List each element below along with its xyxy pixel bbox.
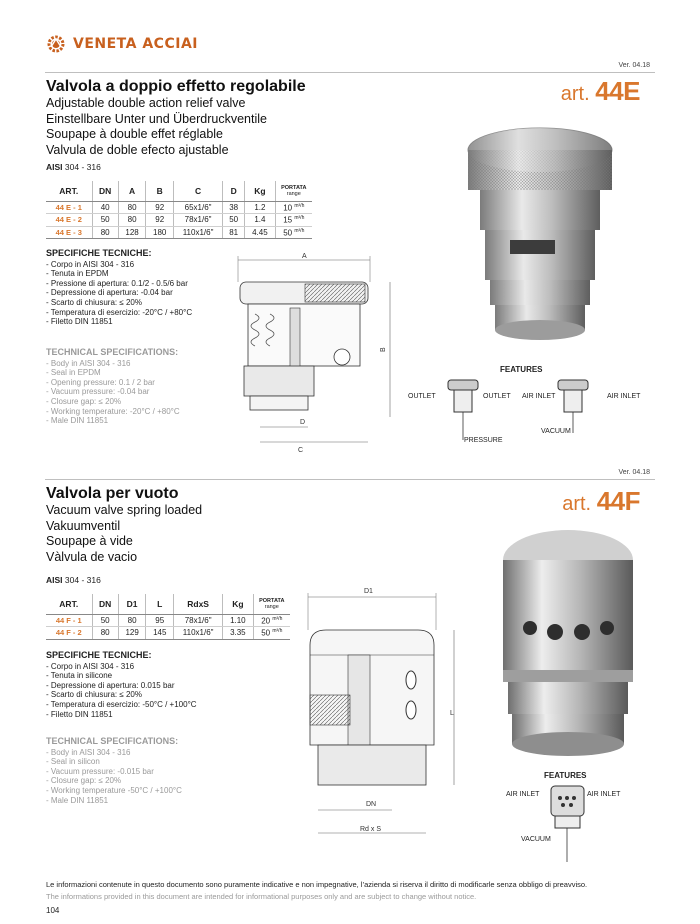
dim-label-a: A bbox=[302, 253, 307, 260]
spec-line: - Closure gap: ≤ 20% bbox=[46, 776, 122, 786]
col-header: C bbox=[174, 181, 223, 201]
product-photo-44f bbox=[500, 520, 640, 765]
feature-label: AIR INLET bbox=[607, 393, 641, 400]
article-number: 44E bbox=[595, 76, 640, 106]
subtitle-es: Valvula de doble efecto ajustable bbox=[46, 142, 229, 157]
product-subtitles bbox=[46, 96, 267, 158]
col-header: B bbox=[146, 181, 174, 201]
page-number: 104 bbox=[46, 906, 60, 915]
version-label: Ver. 04.18 bbox=[618, 62, 650, 69]
dim-label-b: B bbox=[380, 347, 387, 352]
table-row: 44 F - 1 50 80 95 78x1/6" 1.10 20 $^{m^3/h}$ bbox=[46, 614, 290, 627]
spec-line: - Closure gap: ≤ 20% bbox=[46, 396, 122, 406]
spec-line: - Scarto di chiusura: ≤ 20% bbox=[46, 690, 142, 700]
article-prefix: art. bbox=[560, 83, 590, 105]
spec-line: - Seal in silicon bbox=[46, 757, 100, 767]
material-label bbox=[46, 162, 101, 172]
aisi-value: 304 - 316 bbox=[64, 575, 101, 585]
spec-line: - Seal in EPDM bbox=[46, 368, 101, 378]
spec-line: - Body in AISI 304 - 316 bbox=[46, 358, 131, 368]
specs-italian bbox=[46, 651, 246, 719]
feature-label: PRESSURE bbox=[464, 437, 503, 444]
technical-drawing-44e bbox=[230, 252, 410, 457]
specs-heading: SPECIFICHE TECNICHE: bbox=[46, 248, 152, 258]
subtitle-en: Vacuum valve spring loaded bbox=[46, 503, 203, 517]
spec-line: - Pressione di apertura: 0.1/2 - 0.5/6 bar bbox=[46, 278, 188, 288]
section-divider bbox=[45, 72, 655, 73]
table-header-row bbox=[46, 594, 290, 614]
spec-line: - Tenuta in EPDM bbox=[46, 269, 109, 279]
subtitle-de: Vakuumventil bbox=[46, 518, 121, 533]
material-label bbox=[46, 575, 101, 585]
specs-english bbox=[46, 348, 236, 426]
features-diagram-44f bbox=[545, 784, 590, 864]
spec-line: - Working temperature: -20°C / +80°C bbox=[46, 406, 180, 416]
spec-line: - Depressione di apertura: 0.015 bar bbox=[46, 680, 175, 690]
col-header: D1 bbox=[118, 594, 146, 614]
spec-line: - Depressione di apertura: -0.04 bar bbox=[46, 288, 173, 298]
spec-line: - Vacuum pressure: -0.015 bar bbox=[46, 766, 154, 776]
dim-label-d1: D1 bbox=[364, 588, 373, 595]
spec-table bbox=[46, 181, 312, 239]
spec-table bbox=[46, 594, 290, 640]
article-prefix: art. bbox=[562, 493, 592, 515]
dim-label-rds: Rd x S bbox=[360, 826, 382, 833]
col-header: Kg bbox=[223, 594, 253, 614]
features-diagram-44e bbox=[438, 378, 598, 448]
feature-label: AIR INLET bbox=[522, 393, 556, 400]
section-divider bbox=[45, 479, 655, 480]
col-header: RdxS bbox=[174, 594, 223, 614]
col-header: ART. bbox=[46, 181, 92, 201]
feature-label: VACUUM bbox=[521, 836, 551, 843]
product-subtitles bbox=[46, 503, 202, 565]
subtitle-fr: Soupape à double effet réglable bbox=[46, 127, 224, 142]
table-row: 44 E - 3 80 128 180 110x1/6" 81 4.45 50 $^{m^3/h}$ bbox=[46, 226, 312, 239]
feature-label: OUTLET bbox=[483, 393, 511, 400]
brand-name: VENETA ACCIAI bbox=[73, 36, 198, 52]
dim-label-l: L bbox=[450, 710, 454, 717]
product-photo-44e bbox=[455, 120, 625, 345]
version-label: Ver. 04.18 bbox=[618, 469, 650, 476]
table-header-row bbox=[46, 181, 312, 201]
spec-line: - Temperatura di esercizio: -50°C / +100°C bbox=[46, 699, 197, 709]
article-code bbox=[562, 486, 640, 517]
spec-line: - Opening pressure: 0.1 / 2 bar bbox=[46, 377, 155, 387]
product-title: Valvola a doppio effetto regolabile bbox=[46, 78, 306, 95]
disclaimer-english: The informations provided in this document are intended for informational purposes only and are subject to change without notice. bbox=[46, 892, 477, 901]
features-title: FEATURES bbox=[544, 771, 587, 780]
table-row: 44 F - 2 80 129 145 110x1/6" 3.35 50 $^{m^3/h}$ bbox=[46, 627, 290, 640]
spec-line: - Corpo in AISI 304 - 316 bbox=[46, 259, 135, 269]
article-number: 44F bbox=[596, 486, 640, 516]
specs-italian bbox=[46, 249, 236, 327]
feature-label: OUTLET bbox=[408, 393, 436, 400]
col-header: A bbox=[118, 181, 146, 201]
technical-drawing-44f bbox=[296, 585, 466, 837]
table-row: 44 E - 1 40 80 92 65x1/6" 38 1.2 10 $^{m^3/h}$ bbox=[46, 201, 312, 214]
subtitle-en: Adjustable double action relief valve bbox=[46, 96, 246, 110]
feature-label: AIR INLET bbox=[587, 791, 621, 798]
disclaimer-italian: Le informazioni contenute in questo documento sono puramente indicative e non impegnative, l’azienda si riserva il diritto di modificarle senza obbligo di preavviso. bbox=[46, 880, 588, 889]
spec-line: - Filetto DIN 11851 bbox=[46, 317, 113, 327]
subtitle-de: Einstellbare Unter und Überdruckventile bbox=[46, 111, 267, 126]
dim-label-c: C bbox=[298, 447, 304, 454]
brand-logo bbox=[45, 30, 245, 58]
col-header: Kg bbox=[245, 181, 275, 201]
article-code bbox=[561, 76, 640, 107]
col-header-portata: PORTATA range bbox=[253, 594, 290, 614]
aisi-label: AISI bbox=[46, 162, 63, 172]
col-header: D bbox=[223, 181, 245, 201]
specs-english bbox=[46, 737, 246, 805]
spec-line: - Corpo in AISI 304 - 316 bbox=[46, 661, 135, 671]
feature-label: VACUUM bbox=[541, 428, 571, 435]
gear-logo-icon bbox=[45, 33, 67, 55]
col-header: L bbox=[146, 594, 174, 614]
spec-line: - Filetto DIN 11851 bbox=[46, 709, 113, 719]
col-header: DN bbox=[92, 181, 118, 201]
spec-line: - Male DIN 11851 bbox=[46, 416, 109, 426]
spec-line: - Working temperature -50°C / +100°C bbox=[46, 785, 182, 795]
col-header: ART. bbox=[46, 594, 92, 614]
feature-label: AIR INLET bbox=[506, 791, 540, 798]
spec-line: - Tenuta in silicone bbox=[46, 671, 113, 681]
subtitle-fr: Soupape à vide bbox=[46, 534, 133, 549]
col-header: DN bbox=[92, 594, 118, 614]
dim-label-dn: DN bbox=[366, 801, 377, 808]
spec-line: - Scarto di chiusura: ≤ 20% bbox=[46, 297, 142, 307]
specs-heading: TECHNICAL SPECIFICATIONS: bbox=[46, 347, 179, 357]
dim-label-d: D bbox=[300, 419, 306, 426]
aisi-value: 304 - 316 bbox=[64, 162, 101, 172]
col-header-portata: PORTATA range bbox=[275, 181, 312, 201]
specs-heading: SPECIFICHE TECNICHE: bbox=[46, 650, 152, 660]
table-row: 44 E - 2 50 80 92 78x1/6" 50 1.4 15 $^{m^3/h}$ bbox=[46, 214, 312, 227]
product-title: Valvola per vuoto bbox=[46, 485, 179, 502]
specs-heading: TECHNICAL SPECIFICATIONS: bbox=[46, 736, 179, 746]
subtitle-es: Vàlvula de vacio bbox=[46, 549, 138, 564]
spec-line: - Male DIN 11851 bbox=[46, 795, 109, 805]
aisi-label: AISI bbox=[46, 575, 63, 585]
spec-line: - Vacuum pressure: -0.04 bar bbox=[46, 387, 150, 397]
spec-line: - Temperatura di esercizio: -20°C / +80°C bbox=[46, 307, 193, 317]
spec-line: - Body in AISI 304 - 316 bbox=[46, 747, 131, 757]
features-title: FEATURES bbox=[500, 365, 543, 374]
